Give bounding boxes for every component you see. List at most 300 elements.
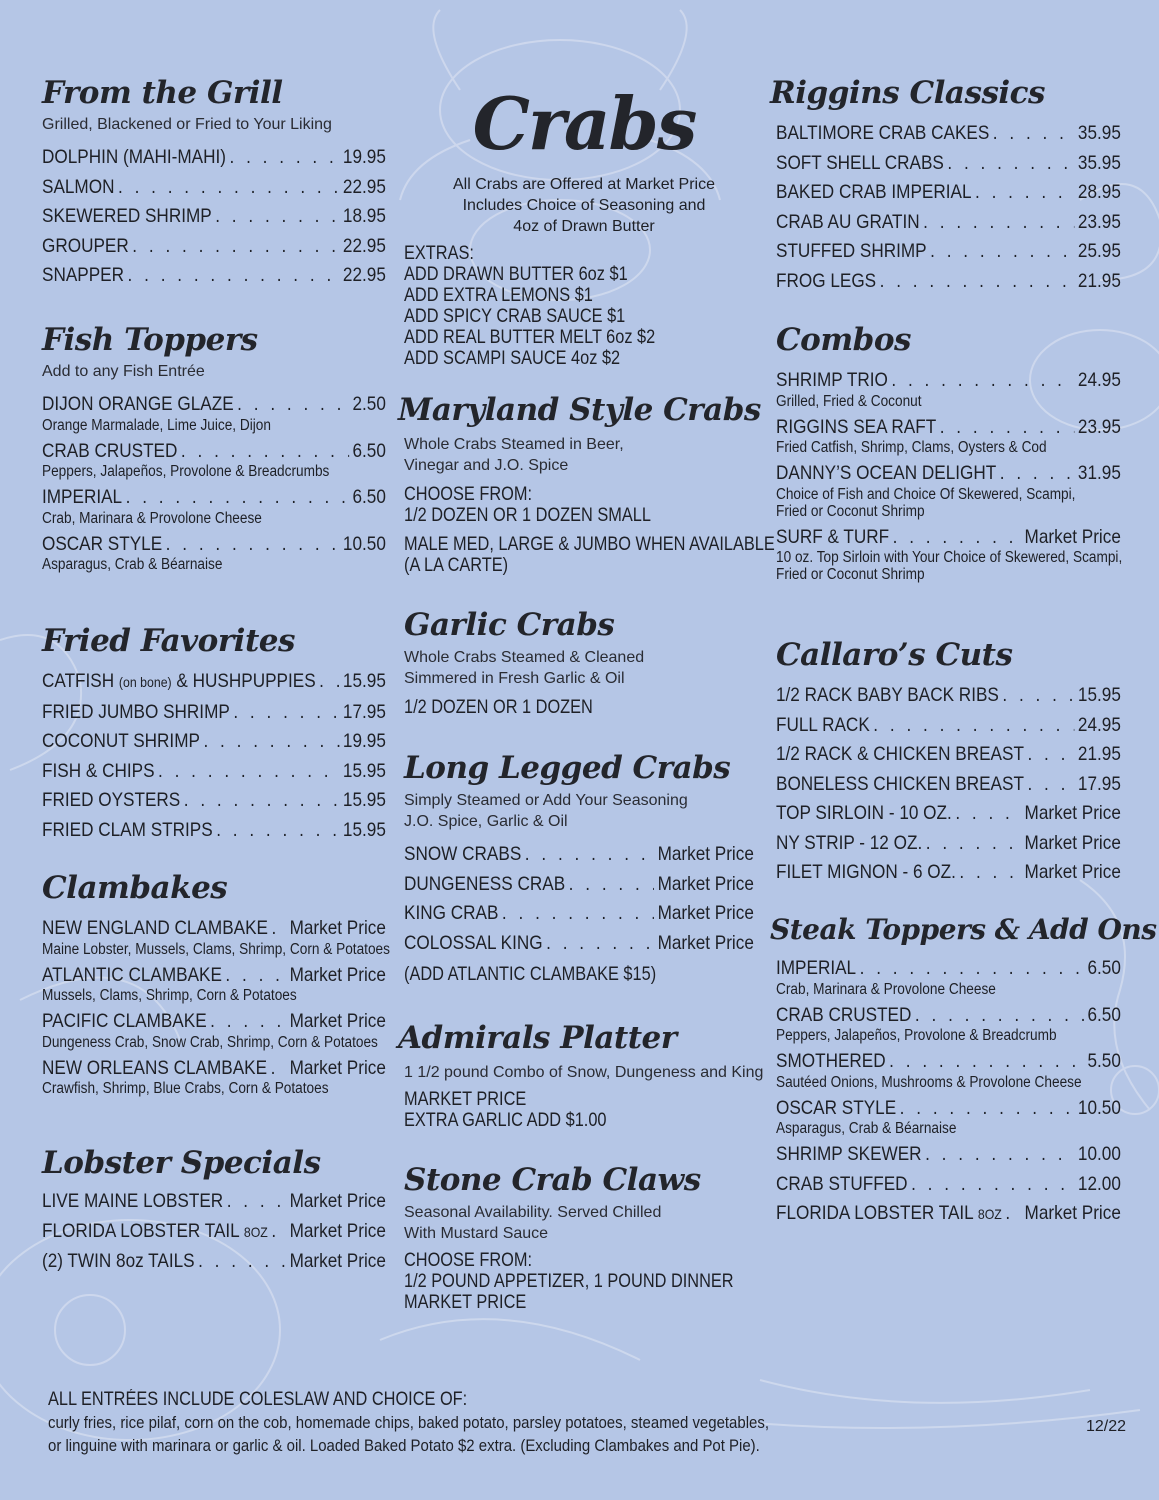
item-price: 10.50: [342, 532, 386, 555]
item-price: 6.50: [352, 486, 386, 508]
section-title: Fried Favorites: [42, 623, 295, 659]
admirals-lines: [404, 1089, 764, 1131]
menu-item-row: [42, 816, 386, 846]
menu-item-row: [776, 119, 1121, 149]
note-block: [404, 534, 775, 576]
item-price: 22.95: [342, 175, 386, 198]
item-name-text: 1/2 RACK BABY BACK RIBS: [776, 684, 999, 706]
item-description: Crab, Marinara & Provolone Cheese: [42, 509, 262, 527]
extras-line: ADD DRAWN BUTTER 6oz $1: [404, 264, 628, 285]
item-name-text: COCONUT SHRIMP: [42, 730, 200, 752]
item-name-note: 8OZ: [243, 1223, 268, 1240]
extras-line: ADD EXTRA LEMONS $1: [404, 285, 593, 306]
item-name: [42, 1187, 223, 1217]
item-description: Fried or Coconut Shrimp: [776, 502, 925, 520]
item-name-text: FLORIDA LOBSTER TAIL: [42, 1219, 240, 1242]
item-name: [776, 208, 920, 238]
item-price: 31.95: [1077, 462, 1121, 484]
item-price: 35.95: [1077, 151, 1121, 174]
section-long-legged-crabs: [404, 750, 754, 985]
item-name: [42, 757, 155, 787]
menu-item-row: [776, 770, 1121, 800]
extras-line: ADD SPICY CRAB SAUCE $1: [404, 306, 626, 327]
item-name-text: BALTIMORE CRAB CAKES: [776, 122, 990, 144]
menu-item-row: [42, 727, 386, 757]
menu-item-row: [776, 267, 1121, 297]
desc-line: Whole Crabs Steamed & Cleaned: [404, 649, 645, 666]
item-name: [776, 770, 1024, 800]
item-price: 15.95: [342, 759, 386, 782]
extras-line: ADD SCAMPI SAUCE 4oz $2: [404, 348, 621, 369]
item-name-text: 1/2 RACK & CHICKEN BREAST: [776, 743, 1024, 765]
item-name-text: FILET MIGNON - 6 OZ.: [776, 861, 956, 883]
intro-line: Includes Choice of Seasoning and: [462, 197, 706, 214]
item-price: 18.95: [342, 205, 386, 227]
item-name-text: IMPERIAL: [776, 957, 857, 979]
item-price: 35.95: [1077, 122, 1121, 144]
choose-line: CHOOSE FROM:: [404, 484, 533, 505]
leader-dots: [925, 1140, 1074, 1170]
item-price: Market Price: [1024, 1202, 1121, 1224]
menu-item-row: [42, 1187, 386, 1217]
item-name-text: SNAPPER: [42, 264, 125, 286]
item-name: [776, 1140, 922, 1170]
item-name-text: IMPERIAL: [42, 486, 123, 508]
item-name-text: STUFFED SHRIMP: [776, 240, 927, 262]
section-maryland-style-crabs: [398, 392, 775, 576]
item-name: [776, 149, 944, 179]
item-name-text: CRAB AU GRATIN: [776, 210, 920, 233]
desc-line: With Mustard Sauce: [404, 1225, 549, 1242]
section-title: Long Legged Crabs: [404, 750, 731, 786]
section-riggins-classics: [770, 75, 1121, 296]
item-price: 17.95: [342, 700, 386, 723]
item-description: Sautéed Onions, Mushrooms & Provolone Cheese: [776, 1073, 1082, 1091]
item-price: Market Price: [289, 963, 386, 986]
item-name: [776, 178, 971, 208]
item-name-text: DUNGENESS CRAB: [404, 872, 566, 895]
item-name: [776, 237, 927, 267]
item-name: [404, 840, 521, 870]
leader-dots: [158, 757, 339, 787]
item-name-text: TOP SIRLOIN - 10 OZ.: [776, 802, 952, 824]
item-price: 6.50: [352, 439, 386, 462]
menu-item-row: [42, 143, 386, 173]
item-name-text: DIJON ORANGE GLAZE: [42, 393, 234, 415]
item-price: Market Price: [289, 1250, 386, 1272]
item-price: 24.95: [1077, 369, 1121, 391]
item-name: [42, 1247, 195, 1277]
section-callaros-cuts: [776, 637, 1121, 888]
item-name: [776, 119, 989, 149]
item-name-text: FRIED JUMBO SHRIMP: [42, 700, 230, 723]
item-description: Choice of Fish and Choice Of Skewered, Scampi,: [776, 485, 1076, 503]
leader-dots: [1027, 770, 1074, 800]
item-name-text: SNOW CRABS: [404, 843, 522, 865]
menu-item-row: [776, 237, 1121, 267]
item-name-text: & HUSHPUPPIES: [176, 670, 316, 692]
item-price: Market Price: [289, 1190, 386, 1212]
item-name-text: (2) TWIN 8oz TAILS: [42, 1250, 195, 1272]
menu-item-row: [776, 829, 1121, 859]
item-price: 21.95: [1077, 743, 1121, 765]
item-price: 23.95: [1077, 415, 1121, 438]
menu-item-row: [42, 786, 386, 816]
leader-dots: [319, 667, 339, 697]
section-title: Stone Crab Claws: [404, 1162, 701, 1198]
item-price: 6.50: [1087, 1003, 1121, 1026]
desc-line: Vinegar and J.O. Spice: [404, 457, 569, 474]
menu-item-row: [42, 1217, 386, 1248]
item-price: 6.50: [1087, 957, 1121, 979]
leader-dots: [203, 727, 339, 757]
leader-dots: [502, 899, 654, 929]
item-description: Crawfish, Shrimp, Blue Crabs, Corn & Potatoes: [42, 1080, 329, 1097]
menu-item-row: [404, 929, 754, 959]
item-name-text: SURF & TURF: [776, 525, 890, 548]
item-price: 15.95: [342, 789, 386, 811]
item-description: Asparagus, Crab & Béarnaise: [42, 556, 223, 573]
item-name-text: CATFISH: [42, 670, 115, 692]
item-price: 5.50: [1087, 1050, 1121, 1072]
menu-item-row: [776, 149, 1121, 179]
item-name-text: FRIED OYSTERS: [42, 789, 181, 811]
item-name-text: DANNY’S OCEAN DELIGHT: [776, 462, 997, 484]
item-description: 10 oz. Top Sirloin with Your Choice of Skewered, Scampi,: [776, 549, 1123, 566]
menu-item-row: [42, 232, 386, 262]
menu-item-row: [776, 858, 1121, 888]
item-price: Market Price: [657, 902, 754, 924]
section-stone-crab-claws: [404, 1162, 764, 1313]
section-title: Steak Toppers & Add Ons: [770, 913, 1157, 946]
item-name-text: KING CRAB: [404, 902, 499, 924]
menu-item-row: [42, 173, 386, 203]
footer-sides-line: or linguine with marinara or garlic & oil. Loaded Baked Potato $2 extra. (Excluding Clambakes and Pot Pie).: [48, 1436, 760, 1455]
menu-item-row: [776, 1170, 1121, 1200]
item-description: Asparagus, Crab & Béarnaise: [776, 1120, 957, 1137]
item-name-text: SKEWERED SHRIMP: [42, 205, 212, 227]
leader-dots: [227, 1187, 286, 1217]
choose-line: CHOOSE FROM:: [404, 1250, 533, 1271]
section-steak-toppers: [770, 912, 1157, 1230]
menu-item-row: [776, 208, 1121, 238]
item-price: Market Price: [289, 917, 386, 939]
item-name: [776, 267, 876, 297]
desc-line: Seasonal Availability. Served Chilled: [404, 1204, 662, 1221]
menu-item-row: [404, 870, 754, 900]
extras-heading: EXTRAS:: [404, 243, 474, 264]
item-price: 15.95: [342, 670, 386, 692]
leader-dots: [184, 786, 340, 816]
crabs-extras: [404, 243, 764, 369]
item-name-text: ATLANTIC CLAMBAKE: [42, 963, 222, 986]
item-name-text: NEW ENGLAND CLAMBAKE: [42, 917, 268, 939]
section-subtitle: Grilled, Blackened or Fried to Your Liking: [42, 116, 332, 133]
item-name-text: SOFT SHELL CRABS: [776, 151, 944, 174]
leader-dots: [1002, 681, 1074, 711]
footer-heading: ALL ENTRÉES INCLUDE COLESLAW AND CHOICE OF:: [48, 1389, 468, 1410]
intro-line: 4oz of Drawn Butter: [513, 218, 655, 235]
item-price: Market Price: [657, 872, 754, 895]
item-price: 15.95: [1077, 684, 1121, 706]
leader-dots: [880, 267, 1075, 297]
item-name: [776, 858, 956, 888]
section-clambakes: [42, 870, 390, 1100]
desc-line: Whole Crabs Steamed in Beer,: [404, 436, 624, 453]
leader-dots: [128, 261, 340, 291]
item-name-note: 8OZ: [977, 1206, 1002, 1222]
item-name: [42, 698, 230, 728]
item-name-text: BAKED CRAB IMPERIAL: [776, 181, 972, 203]
leader-dots: [959, 858, 1021, 888]
item-description: Grilled, Fried & Coconut: [776, 392, 922, 410]
item-name-text: COLOSSAL KING: [404, 931, 543, 954]
leader-dots: [198, 1247, 286, 1277]
item-name: [776, 681, 999, 711]
choose-line: 1/2 DOZEN OR 1 DOZEN: [404, 697, 593, 718]
section-title: Callaro’s Cuts: [776, 637, 1013, 673]
choose-block: [404, 484, 764, 526]
menu-item-row: [776, 799, 1121, 829]
menu-item-row: [776, 711, 1121, 741]
choose-line: MARKET PRICE: [404, 1292, 527, 1313]
menu-item-row: [42, 202, 386, 232]
extras-line: ADD REAL BUTTER MELT 6oz $2: [404, 327, 656, 348]
item-price: 19.95: [342, 730, 386, 752]
desc-line: J.O. Spice, Garlic & Oil: [404, 813, 568, 830]
section-from-the-grill: [42, 75, 386, 291]
section-garlic-crabs: [404, 607, 764, 718]
item-price: Market Price: [289, 1056, 386, 1079]
choose-line: 1/2 DOZEN OR 1 DOZEN SMALL: [404, 505, 651, 526]
section-title: Combos: [776, 322, 911, 358]
item-price: Market Price: [289, 1219, 386, 1242]
item-name: [42, 173, 114, 203]
leader-dots: [216, 816, 339, 846]
item-description: Fried Catfish, Shrimp, Clams, Oysters & Cod: [776, 439, 1047, 456]
item-price: Market Price: [1024, 525, 1121, 548]
note-line: (A LA CARTE): [404, 555, 509, 576]
item-name: [42, 232, 129, 262]
item-name: [776, 1199, 1002, 1230]
item-name-note: (on bone): [118, 674, 172, 690]
section-title: Garlic Crabs: [404, 607, 615, 643]
item-price: 12.00: [1077, 1172, 1121, 1195]
item-name: [776, 799, 952, 829]
note-line: (ADD ATLANTIC CLAMBAKE $15): [404, 964, 657, 985]
item-name-text: FULL RACK: [776, 713, 870, 736]
item-price: 25.95: [1077, 240, 1121, 262]
item-name: [404, 929, 543, 959]
item-price: Market Price: [657, 843, 754, 865]
section-fish-toppers: [42, 322, 386, 576]
item-name-text: DOLPHIN (MAHI-MAHI): [42, 146, 227, 168]
item-name-text: CRAB STUFFED: [776, 1172, 908, 1195]
item-name: [776, 711, 870, 741]
item-name: [776, 829, 922, 859]
item-price: 22.95: [342, 234, 386, 257]
section-title: Lobster Specials: [42, 1145, 321, 1181]
item-name-text: FROG LEGS: [776, 269, 877, 292]
item-name-text: CRAB CRUSTED: [776, 1003, 912, 1026]
item-name: [776, 740, 1024, 770]
desc-line: Simmered in Fresh Garlic & Oil: [404, 670, 625, 687]
menu-item-row: [404, 840, 754, 870]
item-name: [776, 1170, 908, 1200]
crabs-intro: [404, 174, 764, 237]
price-line: MARKET PRICE: [404, 1089, 527, 1110]
item-price: 15.95: [342, 818, 386, 841]
menu-item-row: [42, 698, 386, 728]
stone-lines: [404, 1250, 764, 1313]
item-description: Mussels, Clams, Shrimp, Corn & Potatoes: [42, 987, 297, 1004]
menu-item-row: [42, 261, 386, 291]
section-title: Riggins Classics: [770, 75, 1045, 111]
item-name: [42, 816, 213, 846]
menu-item-row: [42, 667, 386, 698]
item-name-text: CRAB CRUSTED: [42, 439, 178, 462]
footer-sides-line: curly fries, rice pilaf, corn on the cob, homemade chips, baked potato, parsley potatoes, steamed vegetables,: [48, 1413, 769, 1432]
leader-dots: [1027, 740, 1074, 770]
item-name-text: OSCAR STYLE: [776, 1096, 897, 1119]
item-price: 19.95: [342, 146, 386, 168]
section-subtitle: Add to any Fish Entrée: [42, 363, 205, 380]
leader-dots: [911, 1170, 1074, 1200]
item-description: Maine Lobster, Mussels, Clams, Shrimp, Corn & Potatoes: [42, 940, 390, 958]
leader-dots: [947, 149, 1074, 179]
item-description: Peppers, Jalapeños, Provolone & Breadcrumbs: [42, 463, 330, 480]
section-desc: [404, 434, 764, 476]
menu-item-row: [42, 1247, 386, 1277]
menu-item-row: [42, 757, 386, 787]
intro-line: All Crabs are Offered at Market Price: [452, 176, 716, 193]
leader-dots: [975, 178, 1074, 208]
section-crabs: [404, 80, 764, 369]
section-title: From the Grill: [42, 75, 283, 111]
section-admirals-platter: [398, 1020, 764, 1131]
desc-line: Simply Steamed or Add Your Seasoning: [404, 792, 688, 809]
item-name: [42, 727, 200, 757]
choose-line: 1/2 POUND APPETIZER, 1 POUND DINNER: [404, 1271, 734, 1292]
item-name-text: FLORIDA LOBSTER TAIL: [776, 1202, 974, 1224]
item-name-text: BONELESS CHICKEN BREAST: [776, 772, 1024, 795]
item-price: 10.50: [1077, 1096, 1121, 1119]
menu-item-row: [776, 681, 1121, 711]
item-name-text: SMOTHERED: [776, 1050, 886, 1072]
item-name: [42, 143, 226, 173]
item-name: [404, 870, 565, 900]
leader-dots: [873, 711, 1074, 741]
menu-item-row: [776, 1199, 1121, 1230]
item-name: [42, 202, 212, 232]
item-name-text: LIVE MAINE LOBSTER: [42, 1190, 224, 1212]
item-name-text: SHRIMP TRIO: [776, 369, 888, 391]
note-line: MALE MED, LARGE & JUMBO WHEN AVAILABLE: [404, 534, 775, 555]
leader-dots: [993, 119, 1075, 149]
section-desc: 1 1/2 pound Combo of Snow, Dungeness and King: [404, 1064, 764, 1081]
leader-dots: [923, 208, 1074, 238]
leader-dots: [930, 237, 1074, 267]
item-price: 21.95: [1077, 269, 1121, 292]
section-desc: [404, 1202, 764, 1244]
leader-dots: [525, 840, 654, 870]
item-name-text: RIGGINS SEA RAFT: [776, 415, 937, 438]
section-lobster-specials: [42, 1145, 386, 1277]
item-name: [42, 786, 180, 816]
menu-item-row: [776, 1140, 1121, 1170]
item-price: 22.95: [342, 264, 386, 286]
item-price: 28.95: [1077, 181, 1121, 203]
item-price: Market Price: [1024, 802, 1121, 824]
item-name-text: PACIFIC CLAMBAKE: [42, 1010, 207, 1032]
date-code: 12/22: [1086, 1418, 1127, 1435]
item-name-text: NEW ORLEANS CLAMBAKE: [42, 1056, 268, 1079]
leader-dots: [132, 232, 339, 262]
item-name: [42, 667, 316, 698]
menu-item-row: [776, 178, 1121, 208]
item-name-text: FISH & CHIPS: [42, 759, 155, 782]
item-price: 10.00: [1077, 1143, 1121, 1165]
item-name-text: SALMON: [42, 175, 115, 198]
section-title: Admirals Platter: [398, 1020, 677, 1056]
item-description: Peppers, Jalapeños, Provolone & Breadcrumb: [776, 1027, 1057, 1044]
item-price: 17.95: [1077, 772, 1121, 795]
menu-item-row: [776, 740, 1121, 770]
leader-dots: [215, 202, 339, 232]
menu-item-row: [404, 899, 754, 929]
leader-dots: [955, 799, 1021, 829]
item-name-text: GROUPER: [42, 234, 129, 257]
item-name-text: SHRIMP SKEWER: [776, 1143, 922, 1165]
item-name-text: NY STRIP - 12 OZ.: [776, 831, 923, 854]
item-description: Dungeness Crab, Snow Crab, Shrimp, Corn & Potatoes: [42, 1033, 378, 1051]
section-title: Fish Toppers: [42, 322, 258, 358]
item-description: Crab, Marinara & Provolone Cheese: [776, 980, 996, 998]
leader-dots: [233, 698, 339, 728]
item-price: 24.95: [1077, 713, 1121, 736]
item-name: [404, 899, 498, 929]
leader-dots: [230, 143, 340, 173]
leader-dots: [1005, 1199, 1021, 1229]
leader-dots: [118, 173, 339, 203]
leader-dots: [569, 870, 654, 900]
section-combos: [776, 322, 1121, 586]
item-name-text: FRIED CLAM STRIPS: [42, 818, 213, 841]
leader-dots: [546, 929, 654, 959]
item-description: Orange Marmalade, Lime Juice, Dijon: [42, 416, 271, 434]
item-price: 2.50: [352, 393, 386, 415]
item-name-text: OSCAR STYLE: [42, 532, 163, 555]
section-desc: [404, 790, 754, 832]
section-title: Clambakes: [42, 870, 228, 906]
leader-dots: [271, 1217, 286, 1247]
item-description: Fried or Coconut Shrimp: [776, 566, 925, 583]
section-desc: [404, 647, 764, 689]
footer: [48, 1388, 1128, 1458]
item-name: [42, 1217, 268, 1248]
extra-line: EXTRA GARLIC ADD $1.00: [404, 1110, 607, 1131]
item-price: Market Price: [1024, 831, 1121, 854]
item-name: [42, 261, 124, 291]
item-price: Market Price: [289, 1010, 386, 1032]
page-title: Crabs: [472, 81, 696, 166]
item-price: 23.95: [1077, 210, 1121, 233]
section-fried-favorites: [42, 623, 386, 845]
item-price: Market Price: [1024, 861, 1121, 883]
leader-dots: [926, 829, 1021, 859]
item-price: Market Price: [657, 931, 754, 954]
section-title: Maryland Style Crabs: [398, 392, 761, 428]
